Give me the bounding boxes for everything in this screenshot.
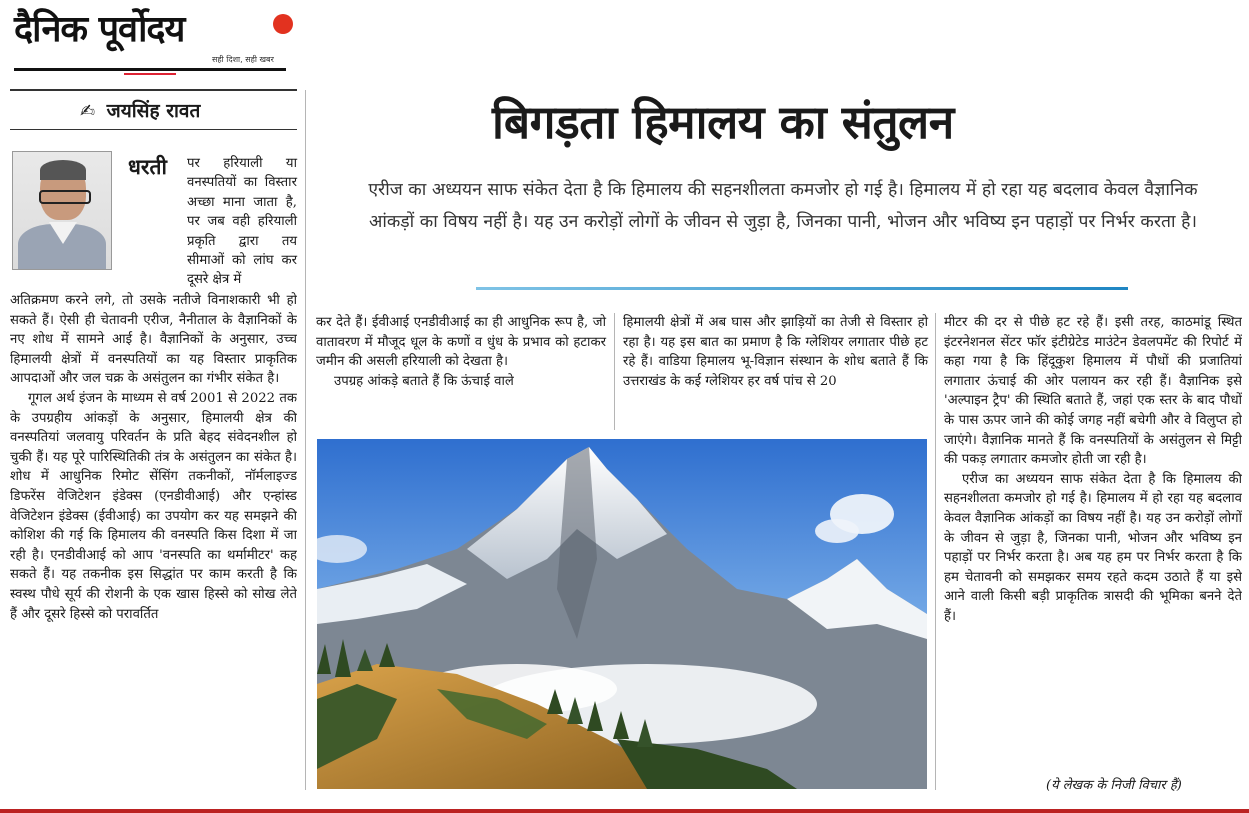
footer-rule [0, 809, 1249, 813]
masthead-rule [14, 68, 286, 71]
page-title: बिगड़ता हिमालय का संतुलन [492, 95, 954, 149]
column-divider-1 [305, 90, 306, 790]
byline [80, 97, 200, 123]
author-photo [12, 151, 112, 270]
byline-top-rule [10, 89, 297, 91]
signoff: (ये लेखक के निजी विचार हैं) [1046, 778, 1182, 793]
column-4-body: मीटर की दर से पीछे हट रहे हैं। इसी तरह, काठमांडू स्थित इंटरनेशनल सेंटर फॉर इंटीग्रेटेड माउंटेन डेवलपमेंट की रिपोर्ट में कहा गया है कि हिंदूकुश हिमालय में पौधों की प्रजातियां लगातार ऊंचाई की ओर पलायन कर रही हैं। वैज्ञानिक इसे 'अल्पाइन ट्रैप' की स्थिति बताते हैं, जहां एक स्तर के बाद पौधों के पास ऊपर जाने की कोई जगह नहीं बचेगी और वे विलुप्त हो जाएंगे। वैज्ञानिक मानते हैं कि वनस्पतियों के असंतुलन से मिट्टी की पकड़ लगातार कमजोर होती जा रही है। एरीज का अध्ययन साफ संकेत देता है कि हिमालय की सहनशीलता कमजोर हो गई है। हिमालय में हो रहा यह बदलाव केवल वैज्ञानिक आंकड़ों का विषय नहीं है। यह उन करोड़ों लोगों के जीवन से जुड़ा है, जिनका पानी, भोजन और भविष्य इन पहाड़ों पर निर्भर करता है। अब यह हम पर निर्भर करता है कि हम चेतावनी को समझकर समय रहते कदम उठाते हैं या इसे आने वाली किसी बड़ी प्राकृतिक त्रासदी की भूमिका बनने देते हैं। [944, 315, 1242, 624]
masthead-red-mark [124, 73, 176, 75]
column-2-body: कर देते हैं। ईवीआई एनडीवीआई का ही आधुनिक रूप है, जो वातावरण में मौजूद धूल के कणों व धुंध के प्रभाव को हटाकर जमीन की असली हरियाली को देखता है। उपग्रह आंकड़े बताते हैं कि ऊंचाई वाले [316, 315, 606, 389]
masthead [14, 8, 286, 74]
pen-icon: ✍ [80, 101, 96, 122]
masthead-title: दैनिक पूर्वोदय [14, 9, 185, 50]
masthead-tagline: सही दिशा, सही खबर [212, 55, 274, 64]
column-divider-2 [614, 313, 615, 430]
deck-rule [476, 287, 1128, 290]
drop-word: धरती [128, 155, 167, 179]
column-3-body: हिमालयी क्षेत्रों में अब घास और झाड़ियों का तेजी से विस्तार हो रहा है। यह इस बात का प्रमाण है कि ग्लेशियर लगातार पीछे हट रहे हैं। वाडिया हिमालय भू-विज्ञान संस्थान के शोध बताते हैं कि उत्तराखंड के कई ग्लेशियर हर वर्ष पांच से 20 [623, 315, 928, 389]
author-name: जयसिंह रावत [106, 100, 201, 122]
byline-bottom-rule [10, 129, 297, 130]
himalaya-mountain-photo [317, 439, 927, 789]
masthead-logo-dot [273, 14, 293, 34]
column-1-intro: पर हरियाली या वनस्पतियों का विस्तार अच्छा माना जाता है, पर जब वही हरियाली प्रकृति द्वारा तय सीमाओं को लांघ कर दूसरे क्षेत्र में [187, 156, 297, 288]
column-divider-3 [935, 313, 936, 790]
column-1-body: अतिक्रमण करने लगे, तो उसके नतीजे विनाशकारी भी हो सकते हैं। ऐसी ही चेतावनी एरीज, नैनीताल के वैज्ञानिकों के नए शोध में सामने आई है। वैज्ञानिकों के अनुसार, उच्च हिमालयी क्षेत्रों में वनस्पतियों का यह विस्तार प्राकृतिक आपदाओं और जल चक्र के असंतुलन का गंभीर संकेत है। गूगल अर्थ इंजन के माध्यम से वर्ष 2001 से 2022 तक के उपग्रहीय आंकड़ों के अनुसार, हिमालयी क्षेत्र की वनस्पतियां जलवायु परिवर्तन के प्रति बेहद संवेदनशील हो चुकी हैं। यह पूरे पारिस्थितिकी तंत्र के असंतुलन का संकेत है। शोध में आधुनिक रिमोट सेंसिंग तकनीकों, नॉर्मलाइज्ड डिफरेंस वेजिटेशन इंडेक्स (एनडीवीआई) और एन्हांस्ड वेजिटेशन इंडेक्स (ईवीआई) का उपयोग कर यह समझने की कोशिश की गई कि हिमालय की वनस्पति किस दिशा में जा रही है। एनडीवीआई को आप 'वनस्पति का थर्मामीटर' कह सकते हैं। यह तकनीक इस सिद्धांत पर काम करती है कि स्वस्थ पौधे सूर्य की रोशनी के एक खास हिस्से को सोख लेते हैं और दूसरे हिस्से को परावर्तित [10, 293, 297, 622]
article-deck: एरीज का अध्ययन साफ संकेत देता है कि हिमालय की सहनशीलता कमजोर हो गई है। हिमालय में हो रहा यह बदलाव केवल वैज्ञानिक आंकड़ों का विषय नहीं है। यह उन करोड़ों लोगों के जीवन से जुड़ा है, जिनका पानी, भोजन और भविष्य इन पहाड़ों पर निर्भर करता है। [368, 180, 1198, 232]
